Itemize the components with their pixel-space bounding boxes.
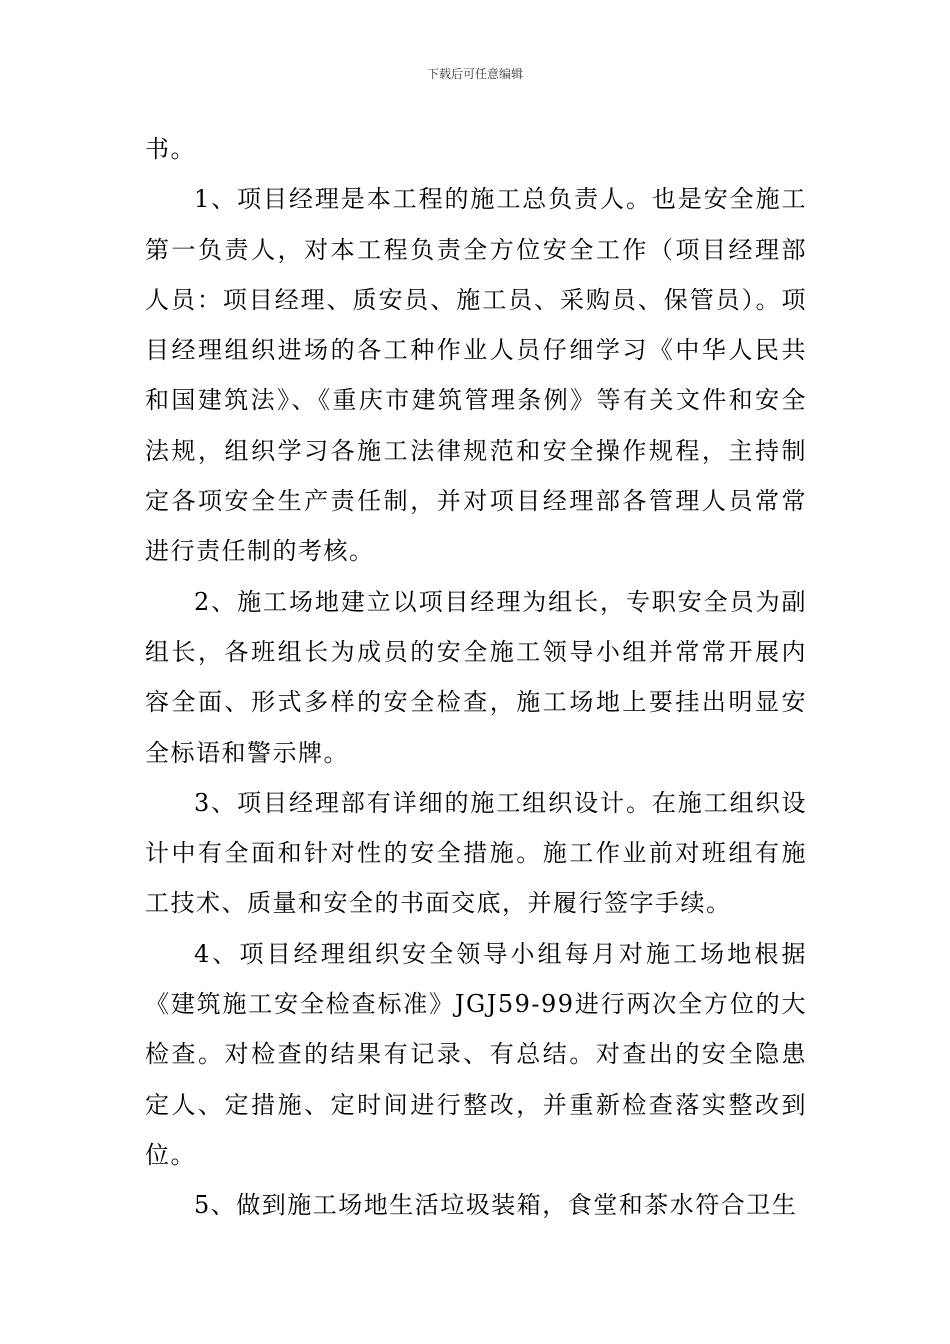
paragraph-item-1: 1、项目经理是本工程的施工总负责人。也是安全施工第一负责人，对本工程负责全方位安全工作（项目经理部人员：项目经理、质安员、施工员、采购员、保管员）。项目经理组织进场的各工种作业人员仔细学习《中华人民共和国建筑法》、《重庆市建筑管理条例》等有关文件和安全法规，组织学习各施工法律规范和安全操作规程，主持制定各项安全生产责任制，并对项目经理部各管理人员常常进行责任制的考核。 (145, 185, 807, 566)
paragraph-item-5: 5、做到施工场地生活垃圾装箱，食堂和茶水符合卫生 (194, 1191, 798, 1220)
paragraph-continuation: 书。 (145, 135, 196, 163)
paragraph-item-3: 3、项目经理部有详细的施工组织设计。在施工组织设计中有全面和针对性的安全措施。施工作业前对班组有施工技术、质量和安全的书面交底，并履行签字手续。 (145, 788, 807, 918)
document-body (145, 124, 807, 1231)
paragraph-item-4: 4、项目经理组织安全领导小组每月对施工场地根据《建筑施工安全检查标准》JGJ59-99进行两次全方位的大检查。对检查的结果有记录、有总结。对查出的安全隐患定人、定措施、定时间进行整改，并重新检查落实整改到位。 (145, 939, 807, 1169)
page-header: 下载后可任意编辑 (426, 67, 523, 81)
paragraph-item-2: 2、施工场地建立以项目经理为组长，专职安全员为副组长，各班组长为成员的安全施工领导小组并常常开展内容全面、形式多样的安全检查，施工场地上要挂出明显安全标语和警示牌。 (145, 587, 807, 767)
